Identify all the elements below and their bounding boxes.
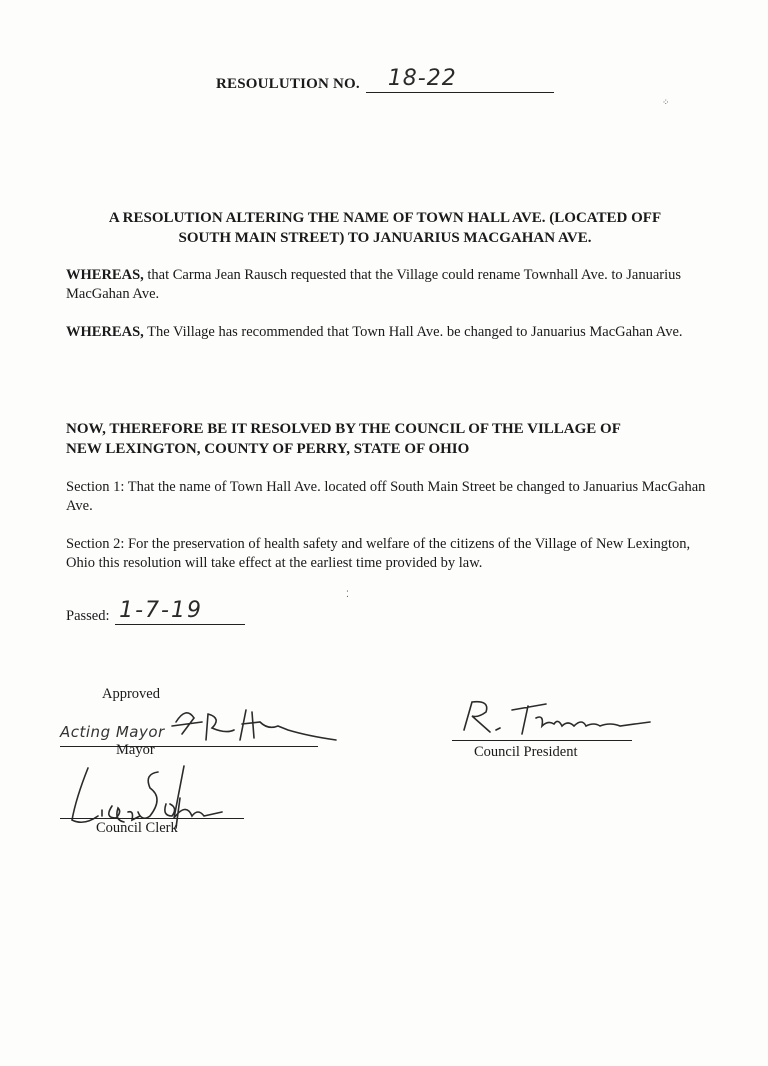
resolution-number-handwritten: 18-22 [387, 66, 457, 91]
acting-mayor-note: Acting Mayor [60, 723, 165, 741]
council-president-signature [450, 696, 660, 740]
scan-speck: ⁘ [662, 98, 670, 108]
resolution-title-line2: SOUTH MAIN STREET) TO JANUARIUS MACGAHAN AVE. [178, 230, 592, 246]
resolution-number-line [216, 66, 554, 93]
approved-label: Approved [102, 686, 160, 702]
resolved-heading-line2: NEW LEXINGTON, COUNTY OF PERRY, STATE OF OHIO [66, 441, 470, 457]
council-president-signature-line [452, 740, 632, 741]
whereas-paragraph-2 [66, 323, 706, 342]
mayor-signature [168, 700, 348, 748]
passed-label: Passed: [66, 608, 110, 624]
council-clerk-label: Council Clerk [96, 820, 178, 836]
passed-date-blank [115, 598, 245, 625]
resolution-title-line1: A RESOLUTION ALTERING THE NAME OF TOWN HALL AVE. (LOCATED OFF [108, 210, 662, 226]
scan-speck: ⁚ [346, 590, 349, 600]
resolution-title [60, 208, 710, 248]
council-clerk-signature-line [60, 818, 244, 819]
whereas-text: that Carma Jean Rausch requested that the Village could rename Townhall Ave. to Januarius MacGahan Ave. [66, 267, 682, 302]
resolution-number-blank [366, 66, 554, 93]
resolution-number-label: RESOULUTION NO. [216, 76, 360, 92]
section-1: Section 1: That the name of Town Hall Ave. located off South Main Street be changed to Januarius MacGahan Ave. [66, 479, 706, 514]
whereas-lead: WHEREAS, [66, 324, 144, 340]
whereas-text: The Village has recommended that Town Hall Ave. be changed to Januarius MacGahan Ave. [143, 324, 683, 340]
resolved-heading-line1: NOW, THEREFORE BE IT RESOLVED BY THE COUNCIL OF THE VILLAGE OF [66, 421, 621, 437]
whereas-paragraph-1 [66, 266, 706, 304]
council-president-label: Council President [474, 744, 578, 760]
mayor-label: Mayor [116, 742, 155, 758]
section-2: Section 2: For the preservation of health safety and welfare of the citizens of the Village of New Lexington, Ohio this resolution will take effect at the earliest time provided by law. [66, 536, 691, 571]
passed-date-handwritten: 1-7-19 [119, 598, 203, 623]
mayor-signature-line [60, 746, 318, 747]
resolved-heading [66, 419, 716, 459]
passed-line [66, 598, 245, 625]
whereas-lead: WHEREAS, [66, 267, 144, 283]
